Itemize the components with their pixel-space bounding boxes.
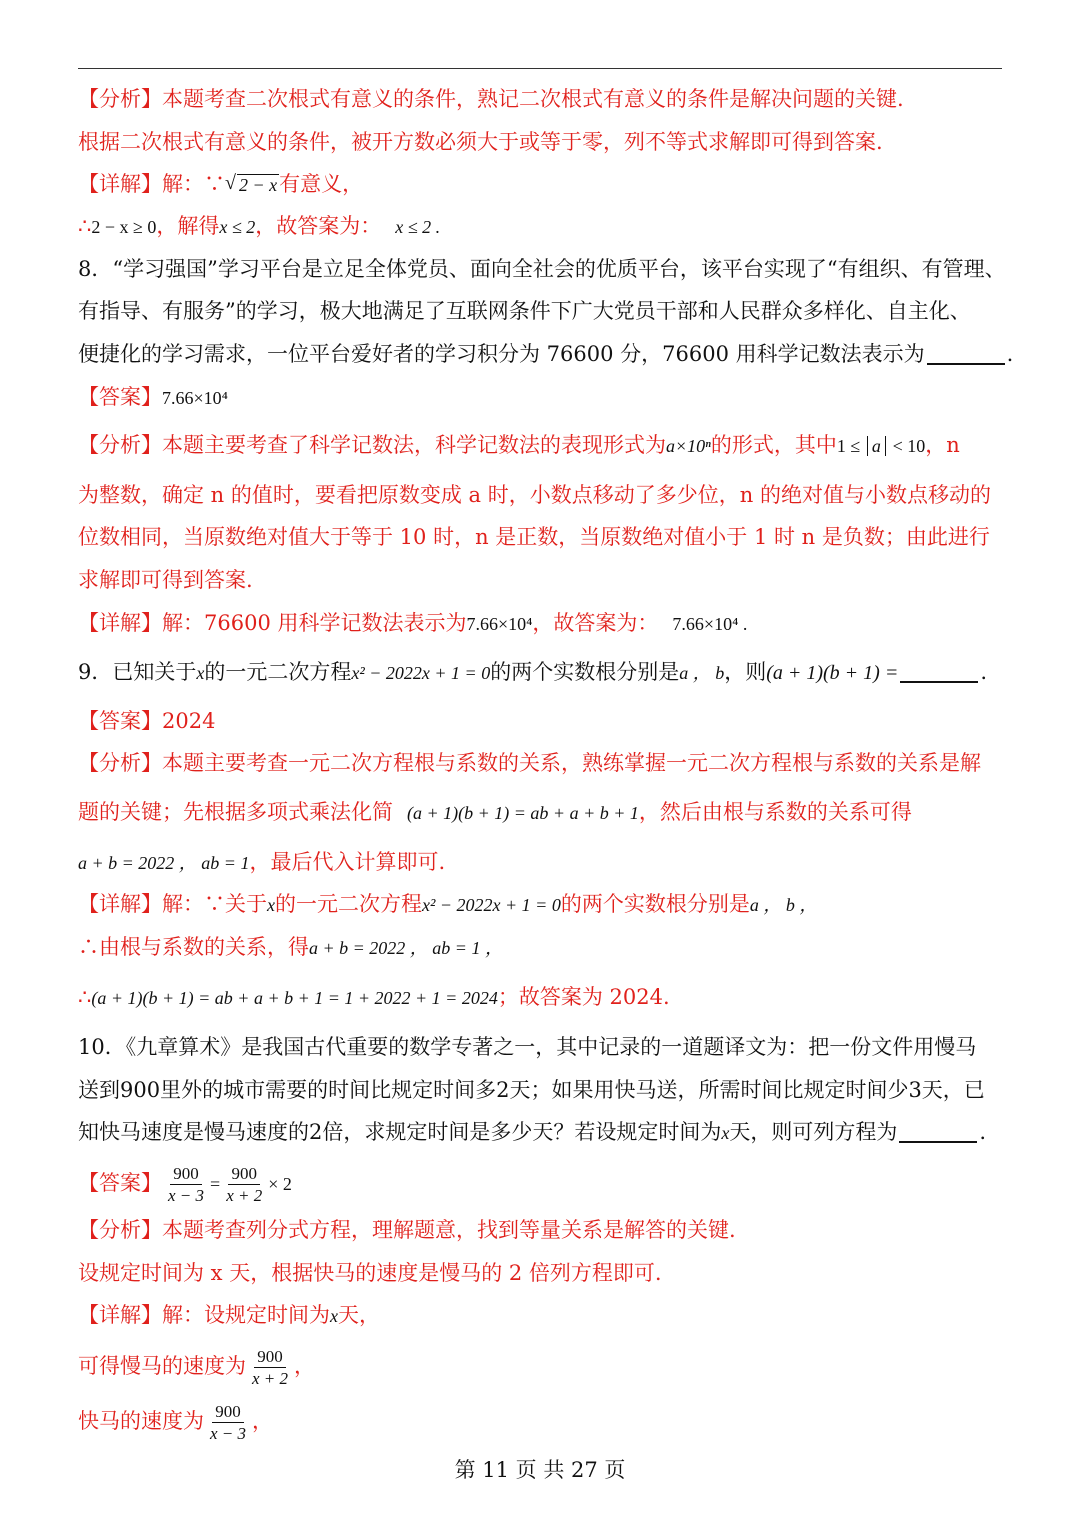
q8-answer-line: 【答案】7.66×10⁴ bbox=[78, 385, 228, 409]
fraction: $\frac{900}{x - 3}$ bbox=[168, 1164, 205, 1205]
q8-stem-line-2: 有指导、有服务”的学习，极大地满足了互联网条件下广大党员干部和人民群众多样化、自主化、 bbox=[78, 299, 971, 323]
fraction: $\frac{900}{x + 2}$ bbox=[226, 1164, 263, 1205]
prev-solution-line: ∴2 − x ≥ 0，解得x ≤ 2，故答案为： x ≤ 2 . bbox=[78, 214, 441, 238]
q8-stem-line-3: 便捷化的学习需求，一位平台爱好者的学习积分为 76600 分，76600 用科学记数法表示为 . bbox=[78, 337, 1002, 371]
answer-blank bbox=[899, 1117, 977, 1143]
header-rule bbox=[78, 68, 1002, 69]
q10-answer-line: 【答案】 $\frac{900}{x - 3}$ = $\frac{900}{x + 2}$ × 2 bbox=[78, 1164, 292, 1205]
q9-analysis-line-1: 【分析】本题主要考查一元二次方程根与系数的关系，熟练掌握一元二次方程根与系数的关系是解 bbox=[78, 751, 981, 775]
sqrt-expression: √ 2 − x bbox=[225, 172, 278, 195]
q9-detail-line-1: 【详解】解：∵关于x的一元二次方程x² − 2022x + 1 = 0的两个实数根分别是a ， b ， bbox=[78, 892, 818, 916]
q8-stem-line-1: 8．“学习强国”学习平台是立足全体党员、面向全社会的优质平台，该平台实现了“有组织、有管理、 bbox=[78, 257, 1006, 281]
fraction: $\frac{900}{x - 3}$ bbox=[210, 1402, 247, 1443]
q8-analysis-line-3: 位数相同，当原数绝对值大于等于 10 时，n 是正数，当原数绝对值小于 1 时 n 是负数；由此进行 bbox=[78, 525, 990, 549]
q9-stem-line: 9．已知关于x的一元二次方程x² − 2022x + 1 = 0的两个实数根分别是a ， b，则(a + 1)(b + 1) = . bbox=[78, 655, 1002, 689]
q10-stem-line-2: 送到900里外的城市需要的时间比规定时间多2天；如果用快马送，所需时间比规定时间少3天，已 bbox=[78, 1078, 985, 1102]
q10-analysis-line-1: 【分析】本题考查列分式方程，理解题意，找到等量关系是解答的关键. bbox=[78, 1218, 736, 1242]
q10-detail-line-2: 可得慢马的速度为 $\frac{900}{x + 2}$ ， bbox=[78, 1347, 316, 1388]
q9-detail-line-2: ∴由根与系数的关系，得a + b = 2022 ， ab = 1 ， bbox=[78, 935, 503, 959]
q10-detail-line-1: 【详解】解：设规定时间为x天， bbox=[78, 1303, 380, 1327]
answer-blank bbox=[900, 657, 978, 683]
q9-analysis-line-2: 题的关键；先根据多项式乘法化简 (a + 1)(b + 1) = ab + a + b + 1，然后由根与系数的关系可得 bbox=[78, 800, 912, 824]
prev-analysis-line-1: 【分析】本题考查二次根式有意义的条件，熟记二次根式有意义的条件是解决问题的关键. bbox=[78, 87, 904, 111]
q9-analysis-line-3: a + b = 2022 ， ab = 1，最后代入计算即可. bbox=[78, 850, 446, 874]
q10-stem-line-1: 10．《九章算术》是我国古代重要的数学专著之一，其中记录的一道题译文为：把一份文件用慢马 bbox=[78, 1035, 977, 1059]
q8-analysis-line-4: 求解即可得到答案. bbox=[78, 568, 253, 592]
q8-analysis-line-2: 为整数，确定 n 的值时，要看把原数变成 a 时，小数点移动了多少位，n 的绝对值与小数点移动的 bbox=[78, 483, 991, 507]
q10-stem-line-3: 知快马速度是慢马速度的2倍，求规定时间是多少天？若设规定时间为x天，则可列方程为 . bbox=[78, 1115, 1002, 1149]
q10-analysis-line-2: 设规定时间为 x 天，根据快马的速度是慢马的 2 倍列方程即可. bbox=[78, 1261, 662, 1285]
fraction: $\frac{900}{x + 2}$ bbox=[252, 1347, 289, 1388]
answer-blank bbox=[927, 339, 1005, 365]
q8-detail-line: 【详解】解：76600 用科学记数法表示为7.66×10⁴，故答案为： 7.66×10⁴ . bbox=[78, 611, 748, 635]
q9-detail-line-3: ∴(a + 1)(b + 1) = ab + a + b + 1 = 1 + 2022 + 1 = 2024；故答案为 2024. bbox=[78, 985, 670, 1009]
q8-analysis-line-1: 【分析】本题主要考查了科学记数法，科学记数法的表现形式为a×10ⁿ的形式，其中1 ≤ a < 10，n bbox=[78, 433, 960, 457]
page-footer: 第 11 页 共 27 页 bbox=[454, 1458, 626, 1482]
prev-detail-line: 【详解】解：∵ √ 2 − x有意义， bbox=[78, 167, 1002, 201]
prev-analysis-line-2: 根据二次根式有意义的条件，被开方数必须大于或等于零，列不等式求解即可得到答案. bbox=[78, 130, 883, 154]
q10-detail-line-3: 快马的速度为 $\frac{900}{x - 3}$ ， bbox=[78, 1402, 274, 1443]
q9-answer-line: 【答案】2024 bbox=[78, 709, 216, 733]
